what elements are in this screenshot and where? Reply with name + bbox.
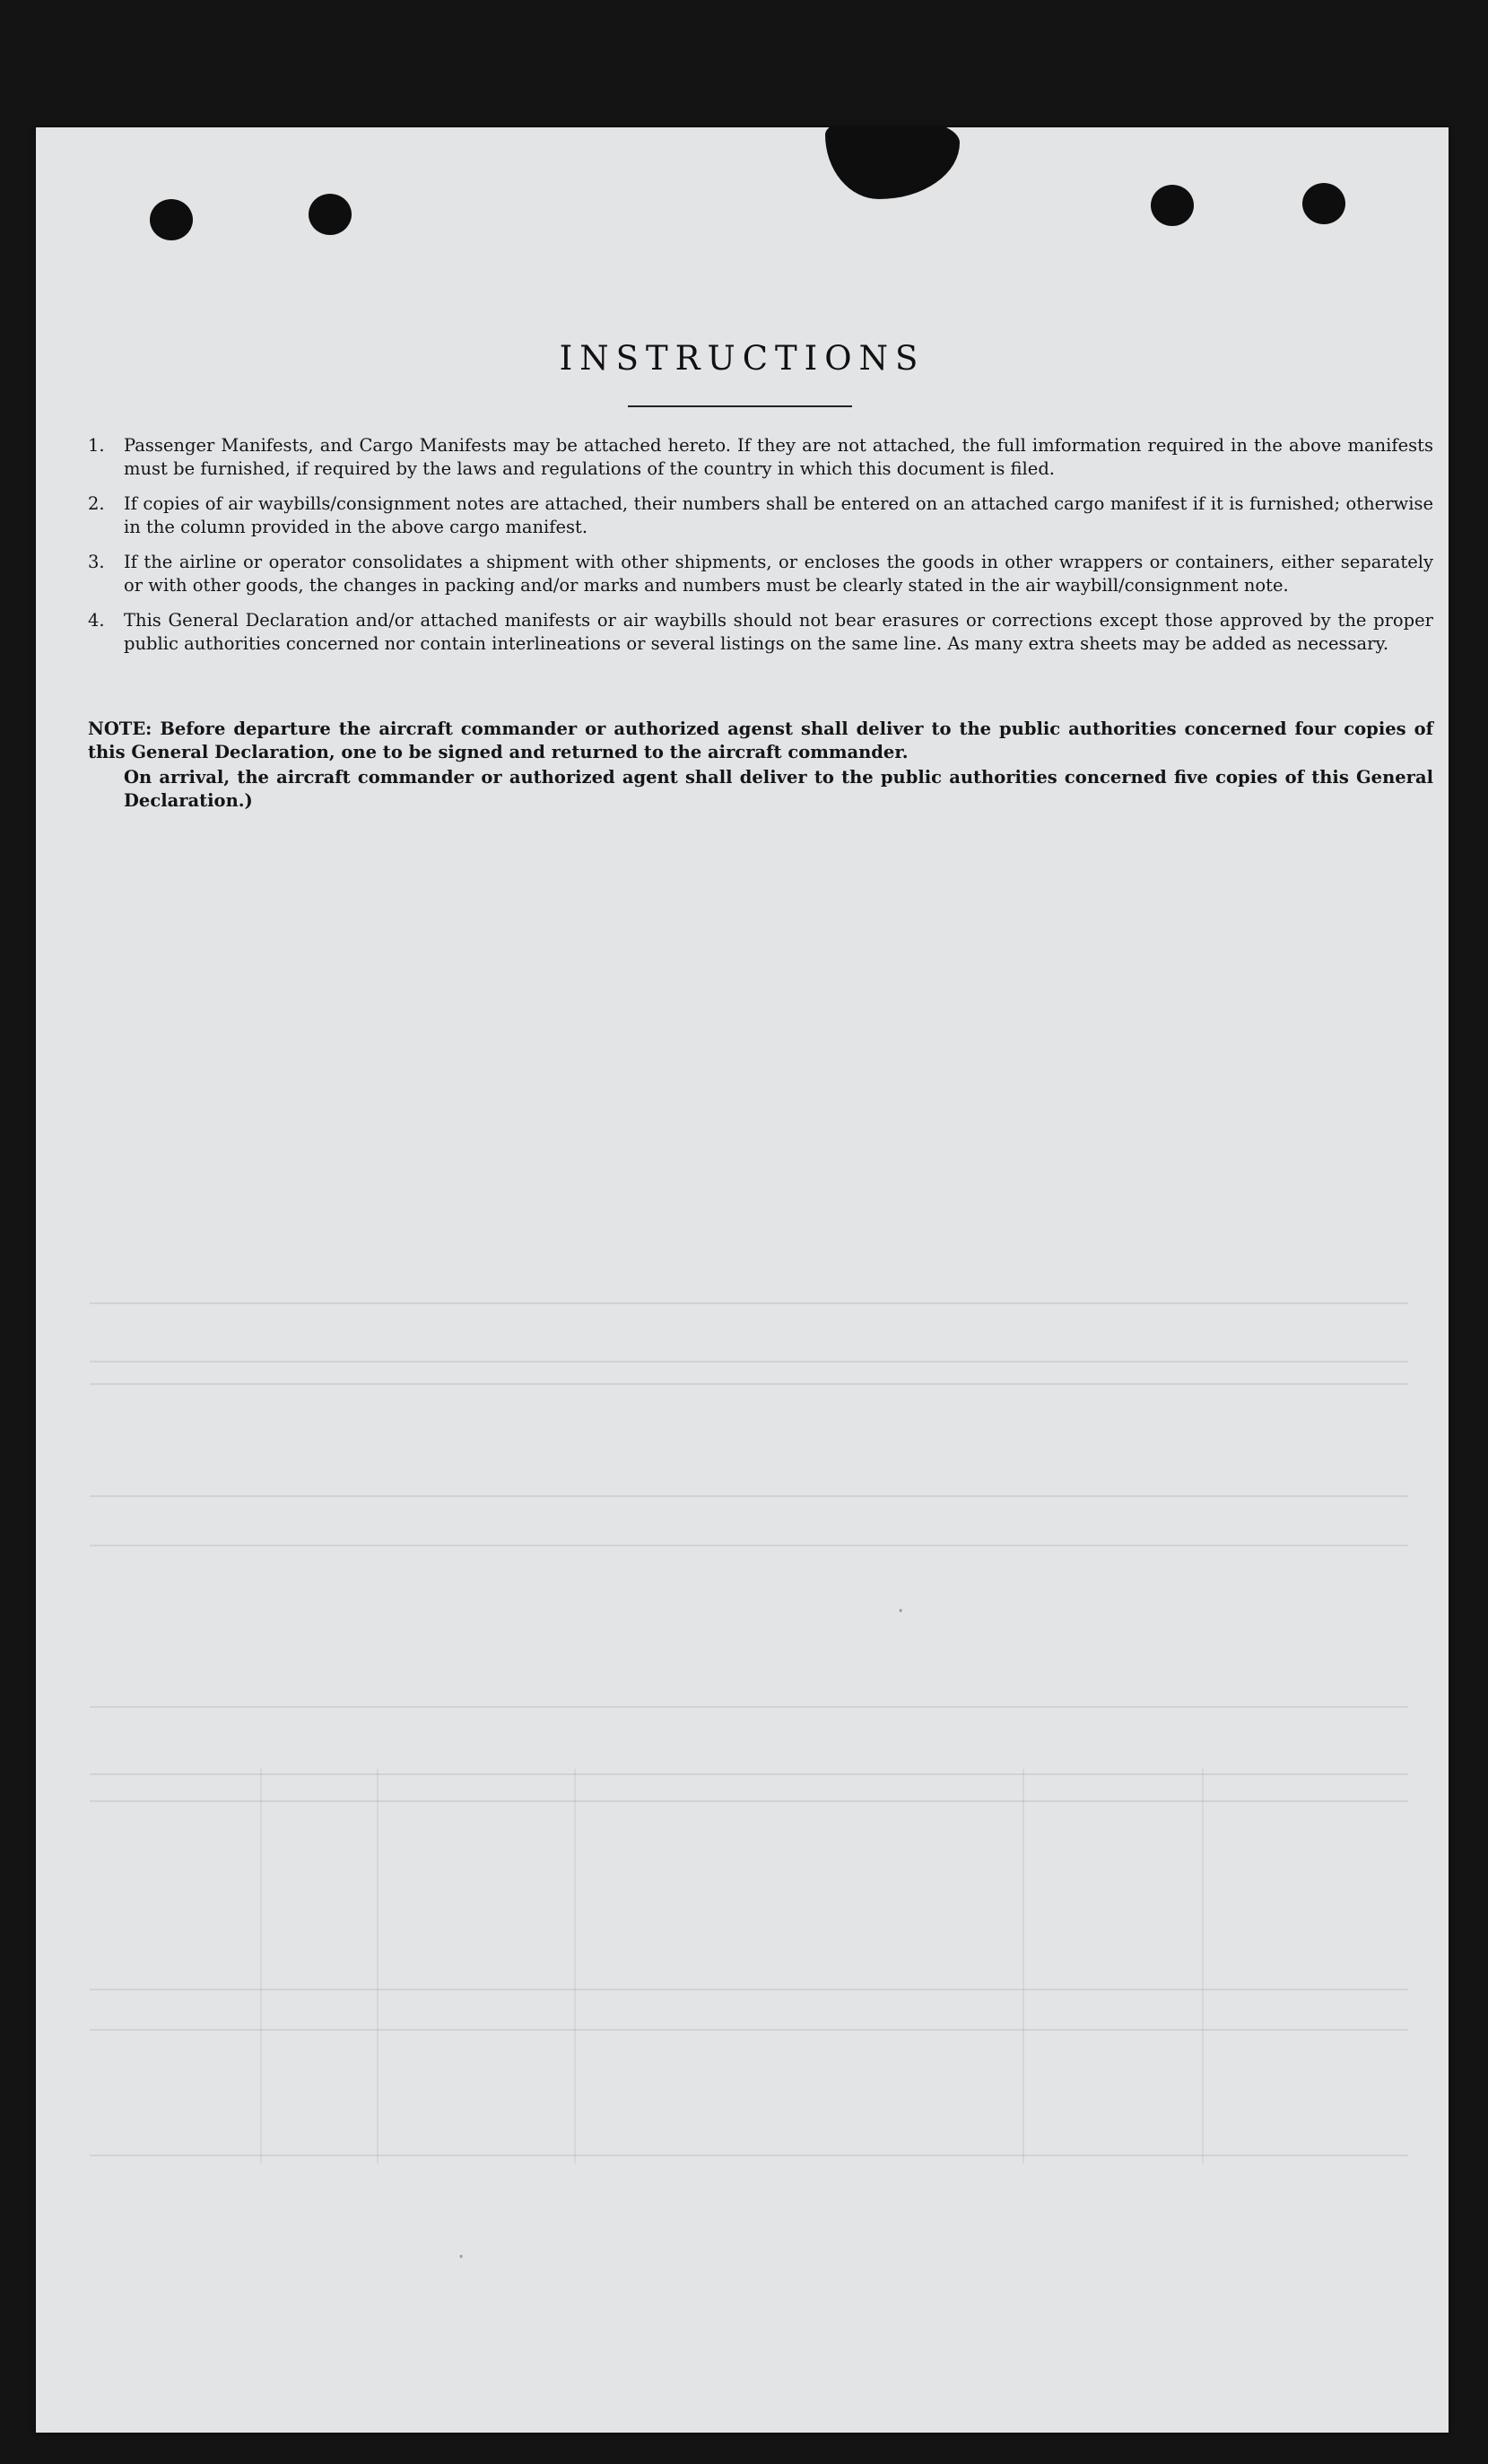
instruction-item (88, 434, 1433, 481)
ink-speck: ‧ (457, 2244, 466, 2271)
instruction-number: 3. (88, 552, 105, 572)
page-title: INSTRUCTIONS (559, 339, 926, 378)
bleed-through-rule (90, 1773, 1408, 1775)
instruction-item (88, 551, 1433, 597)
instruction-item (88, 492, 1433, 539)
instructions-list (88, 434, 1433, 667)
bleed-through-rule (90, 1989, 1408, 1990)
bleed-through-rule (90, 2155, 1408, 2156)
bleed-through-column (260, 1769, 262, 2164)
bleed-through-rule (90, 1361, 1408, 1363)
instruction-number: 2. (88, 493, 105, 514)
instruction-text: If the airline or operator consolidates a shipment with other shipments, or encloses the goods in other wrappers or containers, either separately or with other goods, the changes in packing and/or marks and numbers must be clearly stated in the air waybill/consignment note. (124, 552, 1433, 596)
bleed-through-column (574, 1769, 576, 2164)
bleed-through-rule (90, 1800, 1408, 1802)
ink-speck: ‧ (897, 1598, 905, 1625)
instruction-text: Passenger Manifests, and Cargo Manifests may be attached hereto. If they are not attached, the full imformation required in the above manifests must be furnished, if required by the laws and regulations of the country in which this document is filed. (124, 435, 1433, 479)
punch-hole-2 (309, 194, 352, 235)
bleed-through-column (1202, 1769, 1204, 2164)
bleed-through-column (377, 1769, 379, 2164)
instruction-text: This General Declaration and/or attached manifests or air waybills should not bear erasures or corrections except those approved by the proper public authorities concerned nor contain interlineations or several listings on the same line. As many extra sheets may be added as necessary. (124, 610, 1433, 654)
punch-hole-1 (150, 199, 193, 240)
note-arrival-text: On arrival, the aircraft commander or authorized agent shall deliver to the public authorities concerned five copies of this General Declaration.) (124, 767, 1433, 811)
note-label: NOTE: (88, 718, 152, 739)
instruction-item (88, 609, 1433, 656)
punch-hole-4 (1302, 183, 1345, 224)
instruction-text: If copies of air waybills/consignment notes are attached, their numbers shall be entered on an attached cargo manifest if it is furnished; otherwise in the column provided in the above cargo manifest. (124, 493, 1433, 537)
punch-hole-3 (1151, 185, 1194, 226)
note-arrival (88, 766, 1433, 813)
note-departure (88, 718, 1433, 764)
torn-edge (825, 127, 960, 199)
note-block (88, 718, 1433, 814)
bleed-through-rule (90, 1383, 1408, 1385)
document-page (36, 127, 1449, 2433)
instruction-number: 4. (88, 610, 105, 631)
bleed-through-rule (90, 2029, 1408, 2031)
bleed-through-rule (90, 1545, 1408, 1546)
note-departure-text: Before departure the aircraft commander or authorized agenst shall deliver to the public authorities concerned four copies of this General Declaration, one to be signed and returned to the aircraft commander. (88, 718, 1433, 762)
bleed-through-rule (90, 1302, 1408, 1304)
bleed-through-column (1022, 1769, 1024, 2164)
instruction-number: 1. (88, 435, 105, 456)
title-underline (628, 405, 852, 407)
bleed-through-rule (90, 1495, 1408, 1497)
bleed-through-rule (90, 1706, 1408, 1708)
